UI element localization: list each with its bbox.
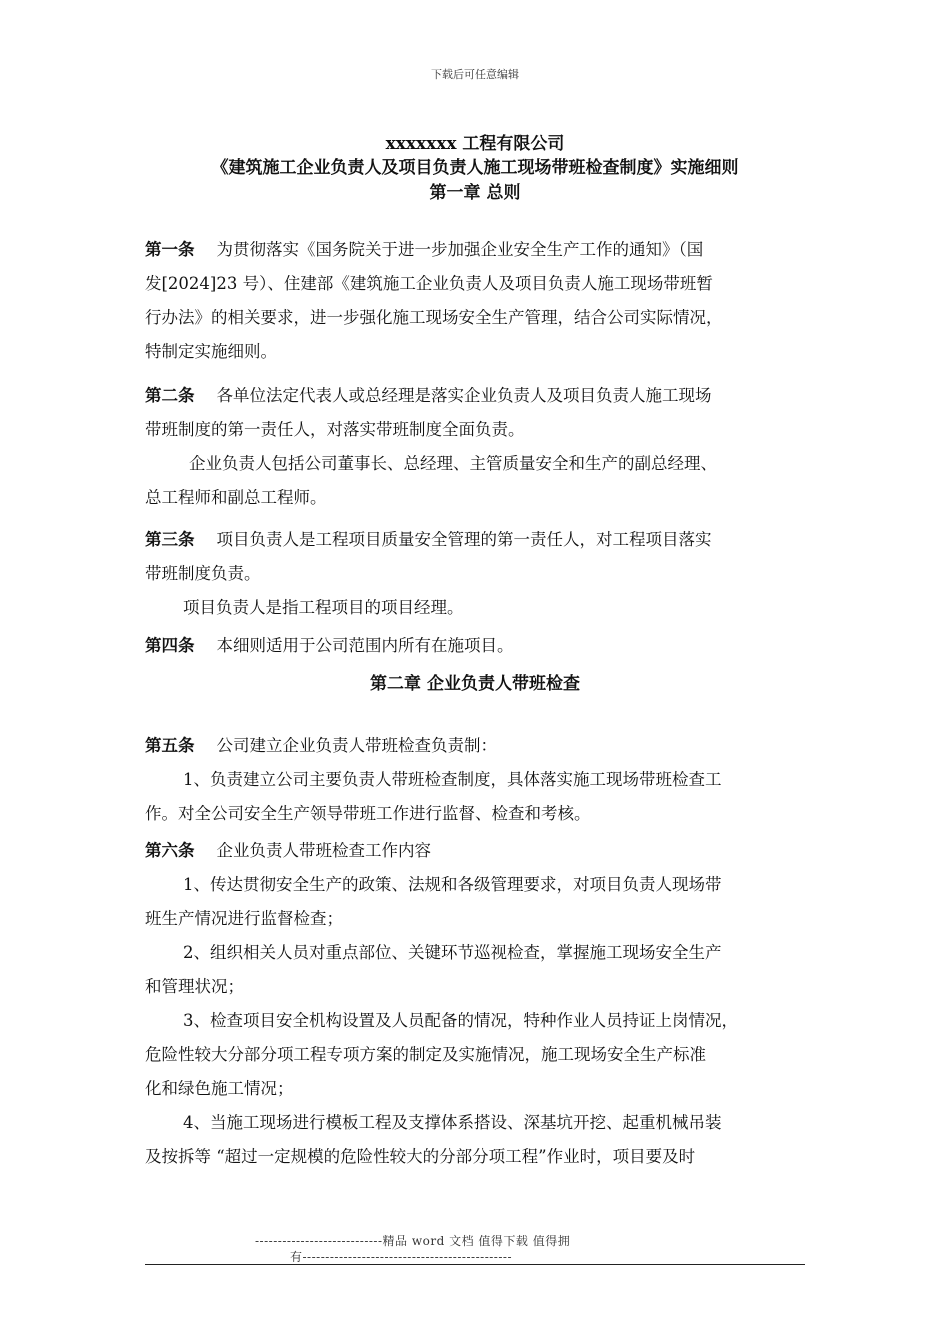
article-6-line: 化和绿色施工情况； <box>145 1079 294 1098</box>
article-1-line: 行办法》的相关要求，进一步强化施工现场安全生产管理，结合公司实际情况， <box>145 308 723 327</box>
article-3-label: 第三条 <box>145 530 195 549</box>
article-1-line: 特制定实施细则。 <box>145 342 277 361</box>
article-6-label: 第六条 <box>145 841 195 860</box>
article-6-line: 企业负责人带班检查工作内容 <box>216 841 431 860</box>
footer-divider <box>145 1264 805 1265</box>
article-2-line: 总工程师和副总工程师。 <box>145 488 327 507</box>
article-3-line: 带班制度负责。 <box>145 564 261 583</box>
article-6-line: 危险性较大分部分项工程专项方案的制定及实施情况，施工现场安全生产标准 <box>145 1045 706 1064</box>
article-6-line: 3、检查项目安全机构设置及人员配备的情况，特种作业人员持证上岗情况， <box>183 1011 738 1030</box>
article-6-line: 1、传达贯彻安全生产的政策、法规和各级管理要求，对项目负责人现场带 <box>183 875 722 894</box>
article-2-label: 第二条 <box>145 386 195 405</box>
article-6-line: 和管理状况； <box>145 977 244 996</box>
article-6-line: 班生产情况进行监督检查； <box>145 909 343 928</box>
article-1-line: 为贯彻落实《国务院关于进一步加强企业安全生产工作的通知》（国 <box>216 240 704 259</box>
footer-text-2: 有---------------------------------------------- <box>290 1250 513 1264</box>
article-2-line: 企业负责人包括公司董事长、总经理、主管质量安全和生产的副总经理、 <box>189 454 717 473</box>
article-3-line: 项目负责人是指工程项目的项目经理。 <box>183 598 464 617</box>
article-2 <box>145 379 810 515</box>
article-5-line: 作。对全公司安全生产领导带班工作进行监督、检查和考核。 <box>145 804 591 823</box>
article-5-label: 第五条 <box>145 736 195 755</box>
article-6-line: 4、当施工现场进行模板工程及支撑体系搭设、深基坑开挖、起重机械吊装 <box>183 1113 722 1132</box>
article-2-line: 带班制度的第一责任人，对落实带班制度全面负责。 <box>145 420 525 439</box>
article-6 <box>145 834 810 1174</box>
article-4 <box>145 629 810 663</box>
article-1-label: 第一条 <box>145 240 195 259</box>
article-3-line: 项目负责人是工程项目质量安全管理的第一责任人，对工程项目落实 <box>216 530 712 549</box>
footer-text-1: ----------------------------精品 word 文档 值得下载 值得拥 <box>255 1234 571 1248</box>
company-title: xxxxxxx 工程有限公司 <box>385 134 565 154</box>
header-note: 下载后可任意编辑 <box>431 68 519 81</box>
chapter-1-title: 第一章 总则 <box>429 183 521 203</box>
regulation-title: 《建筑施工企业负责人及项目负责人施工现场带班检查制度》实施细则 <box>211 158 739 178</box>
article-1-line: 发[2024]23 号）、住建部《建筑施工企业负责人及项目负责人施工现场带班暂 <box>145 274 713 293</box>
article-5 <box>145 729 810 831</box>
article-2-line: 各单位法定代表人或总经理是落实企业负责人及项目负责人施工现场 <box>216 386 712 405</box>
chapter-2-title: 第二章 企业负责人带班检查 <box>370 674 580 694</box>
article-5-line: 1、负责建立公司主要负责人带班检查制度，具体落实施工现场带班检查工 <box>183 770 722 789</box>
article-4-text: 本细则适用于公司范围内所有在施项目。 <box>216 636 514 655</box>
article-6-line: 2、组织相关人员对重点部位、关键环节巡视检查，掌握施工现场安全生产 <box>183 943 722 962</box>
article-6-line: 及按拆等 “超过一定规模的危险性较大的分部分项工程”作业时，项目要及时 <box>145 1147 696 1166</box>
article-1 <box>145 233 810 369</box>
article-4-label: 第四条 <box>145 636 195 655</box>
article-3 <box>145 523 810 625</box>
article-5-line: 公司建立企业负责人带班检查负责制： <box>216 736 497 755</box>
